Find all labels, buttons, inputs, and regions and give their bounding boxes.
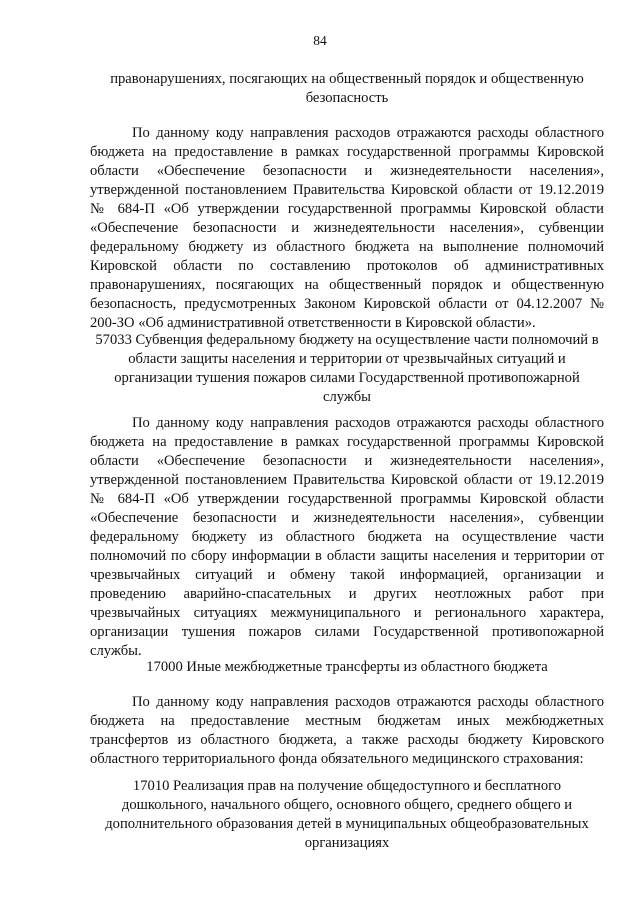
heading-continuation: правонарушениях, посягающих на общественный порядок и общественную безопасность xyxy=(110,71,584,106)
paragraph-3: По данному коду направления расходов отражаются расходы областного бюджета на предоставление местным бюджетам иных межбюджетных трансфертов из областного бюджета, а также расходы бюджету Кировского областного территориального фонда обязательного медицинского страхования: xyxy=(90,694,604,767)
heading-57033: 57033 Субвенция федеральному бюджету на осуществление части полномочий в области защиты населения и территории от чрезвычайных ситуаций и организации тушения пожаров силами Государственной противопожарной службы xyxy=(95,332,599,405)
heading-17000: 17000 Иные межбюджетные трансферты из областного бюджета xyxy=(146,659,548,675)
page-number: 84 xyxy=(313,33,327,48)
paragraph-2: По данному коду направления расходов отражаются расходы областного бюджета на предоставление в рамках государственной программы Кировской области «Обеспечение безопасности и жизнедеятельности населения», утвержденной постановлением Правительства Кировской области от 19.12.2019 № 684-П «Об утверждении государственной программы Кировской области «Обеспечение безопасности и жизнедеятельности населения», субвенции федеральному бюджету из областного бюджета на осуществление части полномочий по сбору информации в области защиты населения и территории от чрезвычайных ситуаций и обмену такой информацией, организации и проведению аварийно-спасательных и других неотложных работ при чрезвычайных ситуациях межмуниципального и регионального характера, организации тушения пожаров силами Государственной противопожарной службы. xyxy=(90,415,604,659)
heading-17010: 17010 Реализация прав на получение общедоступного и бесплатного дошкольного, начального общего, основного общего, среднего общего и дополнительного образования детей в муниципальных общеобразовательных организациях xyxy=(105,778,589,851)
paragraph-1: По данному коду направления расходов отражаются расходы областного бюджета на предоставление в рамках государственной программы Кировской области «Обеспечение безопасности и жизнедеятельности населения», утвержденной постановлением Правительства Кировской области от 19.12.2019 № 684-П «Об утверждении государственной программы Кировской области «Обеспечение безопасности и жизнедеятельности населения», субвенции федеральному бюджету из областного бюджета на выполнение полномочий Кировской области по составлению протоколов об административных правонарушениях, посягающих на общественный порядок и общественную безопасность, предусмотренных Законом Кировской области от 04.12.2007 № 200-ЗО «Об административной ответственности в Кировской области». xyxy=(90,125,604,331)
